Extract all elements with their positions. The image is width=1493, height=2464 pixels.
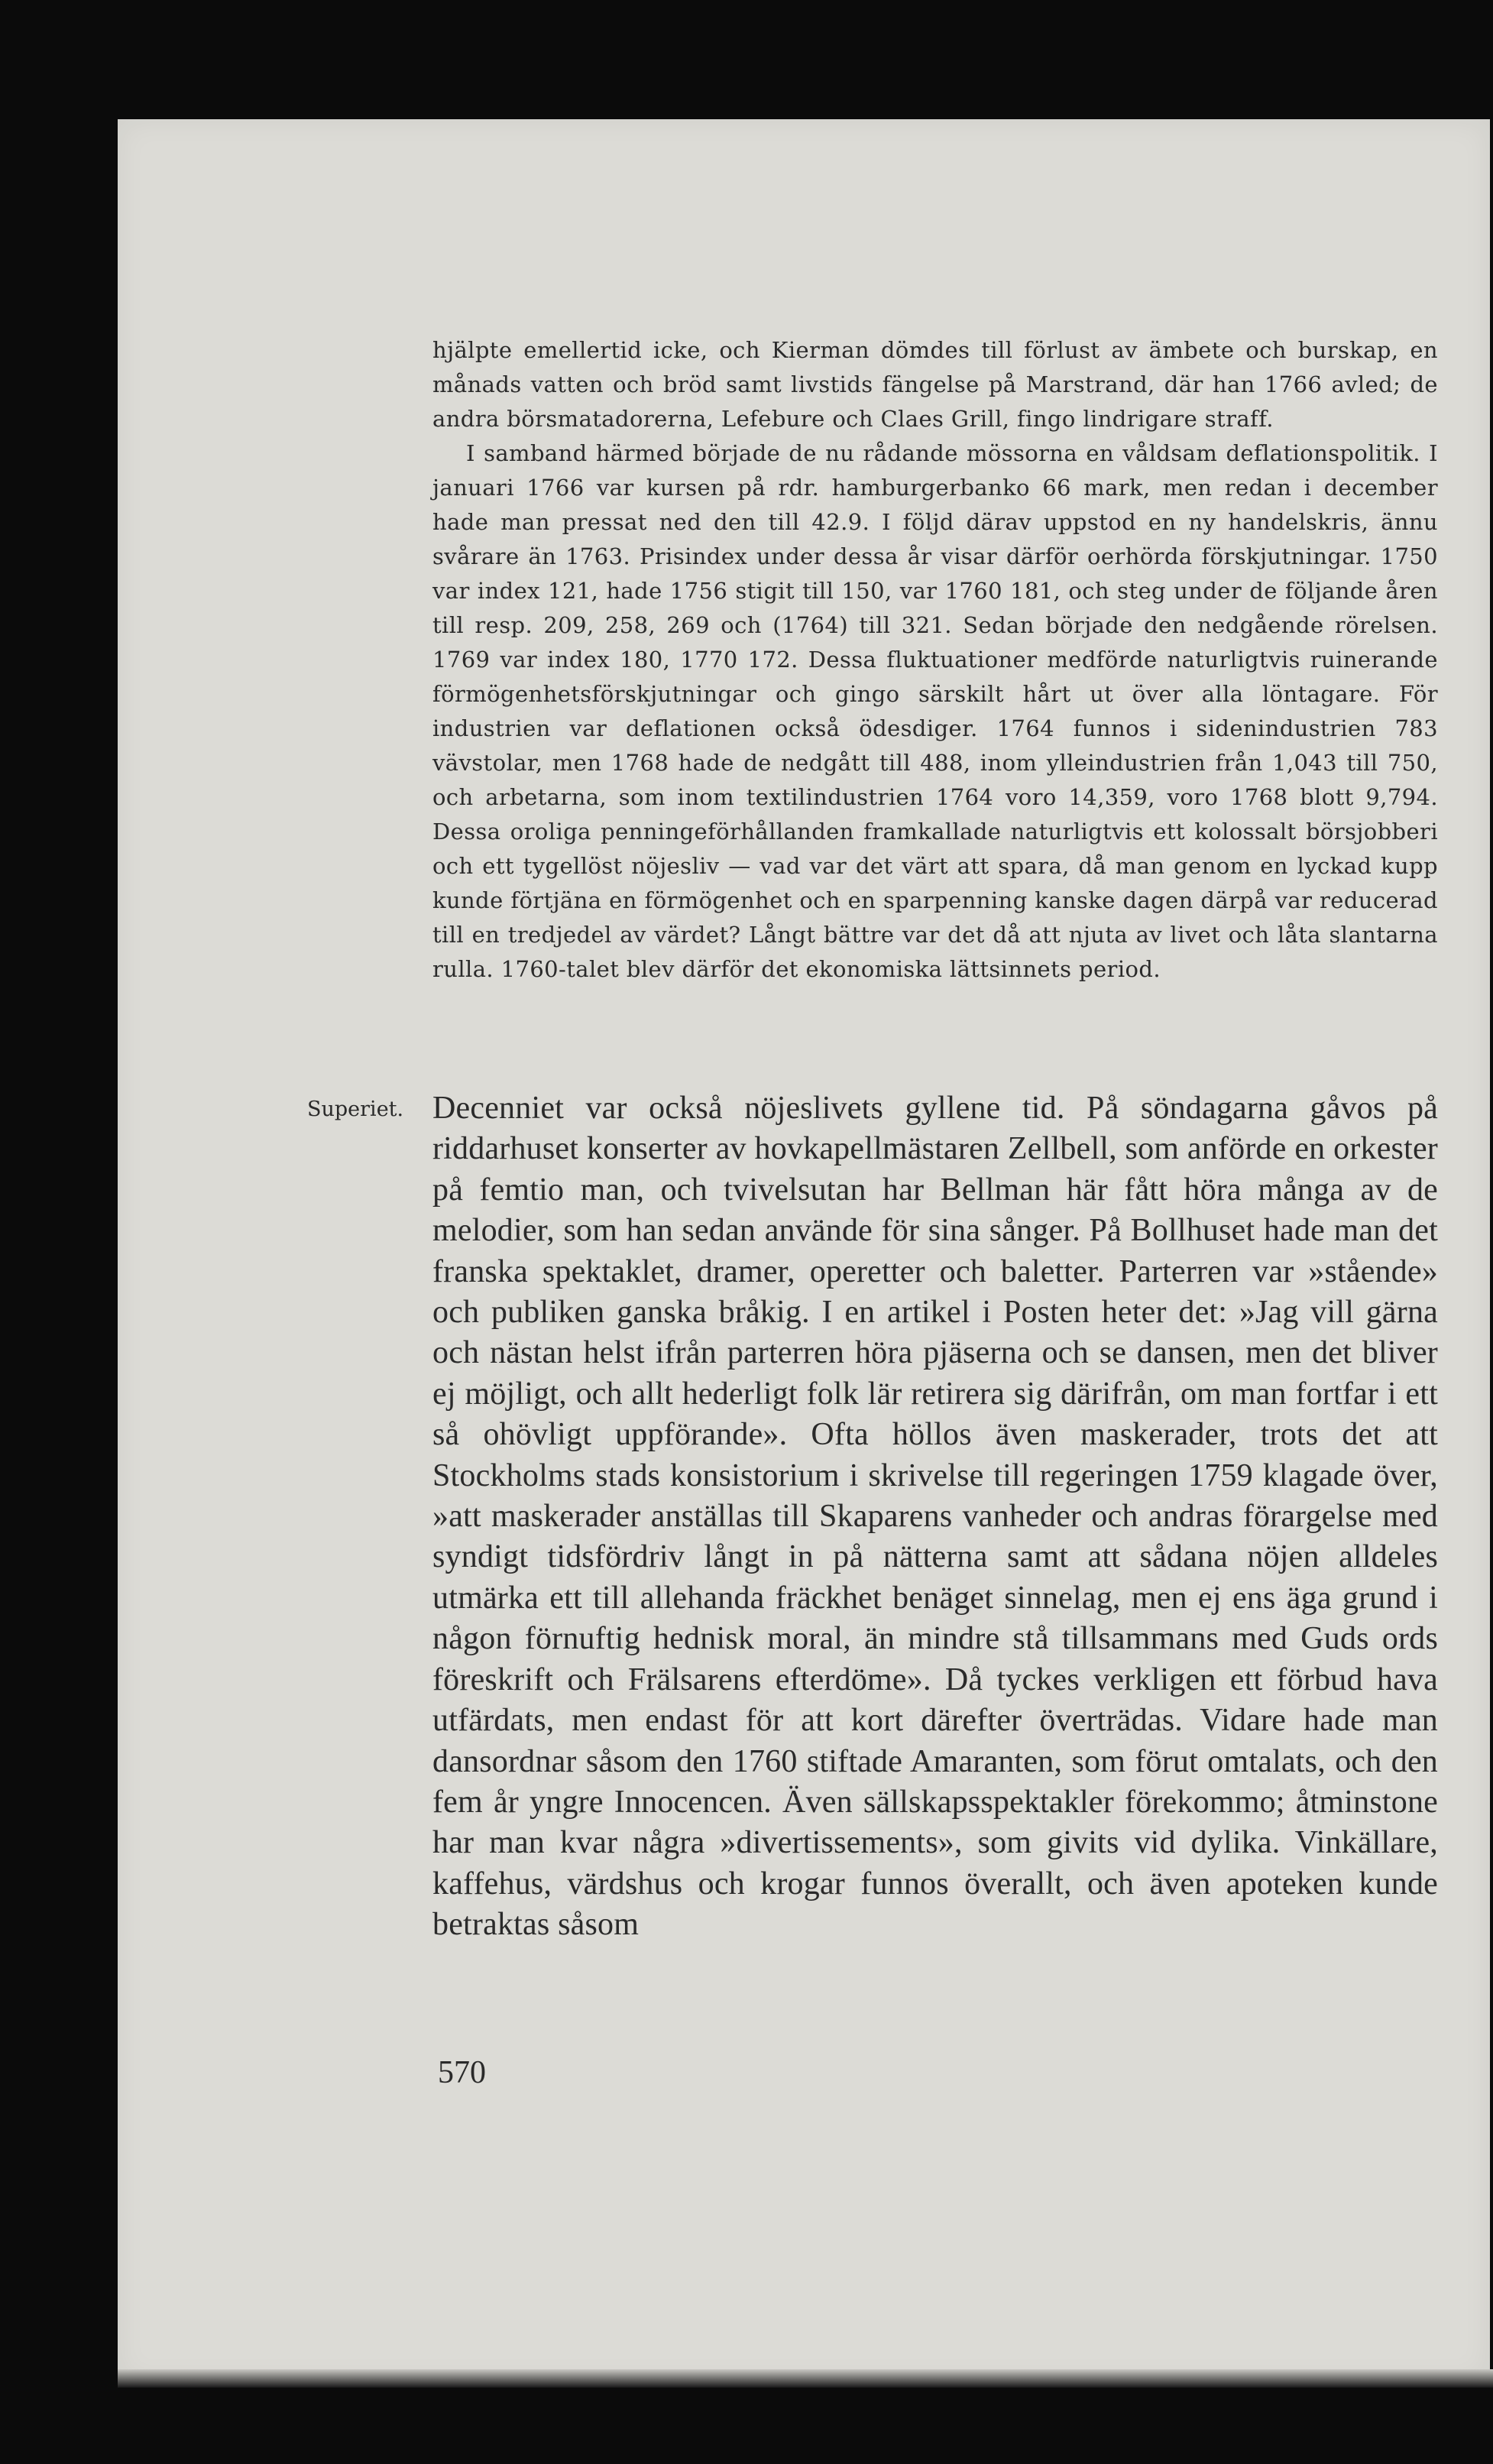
margin-note: Superiet. bbox=[307, 1097, 404, 1121]
main-text-section bbox=[432, 1088, 1438, 1946]
page-number: 570 bbox=[438, 2055, 486, 2090]
small-paragraph-2: I samband härmed började de nu rådande mössorna en våldsam deflationspolitik. I januari 1766 var kursen på rdr. hamburgerbanko 66 mark, men redan i december hade man pressat ned den till 42.9. I följd därav uppstod en ny handelskris, ännu svårare än 1763. Prisindex under dessa år visar därför oerhörda förskjutningar. 1750 var index 121, hade 1756 stigit till 150, var 1760 181, och steg under de följande åren till resp. 209, 258, 269 och (1764) till 321. Sedan började den nedgående rörelsen. 1769 var index 180, 1770 172. Dessa fluktuationer medförde naturligtvis ruinerande förmögenhetsförskjutningar och gingo särskilt hårt ut över alla löntagare. För industrien var deflationen också ödesdiger. 1764 funnos i sidenindustrien 783 vävstolar, men 1768 hade de nedgått till 488, inom ylleindustrien från 1,043 till 750, och arbetarna, som inom textilindustrien 1764 voro 14,359, voro 1768 blott 9,794. Dessa oroliga penningeförhållanden framkallade naturligtvis ett kolossalt börsjobberi och ett tygellöst nöjesliv — vad var det värt att spara, då man genom en lyckad kupp kunde förtjäna en förmögenhet och en sparpenning kanske dagen därpå var reducerad till en tredjedel av värdet? Långt bättre var det då att njuta av livet och låta slantarna rulla. 1760-talet blev därför det ekonomiska lättsinnets period. bbox=[432, 440, 1438, 982]
small-print-section bbox=[432, 333, 1438, 987]
large-paragraph: Decenniet var också nöjeslivets gyllene tid. På söndagarna gåvos på riddarhuset konserter av hovkapellmästaren Zellbell, som anförde en orkester på femtio man, och tvivelsutan har Bellman här fått höra många av de melodier, som han sedan använde för sina sånger. På Bollhuset hade man det franska spektaklet, dramer, operetter och baletter. Parterren var »stående» och publiken ganska bråkig. I en artikel i Posten heter det: »Jag vill gärna och nästan helst ifrån parterren höra pjäserna och se dansen, men det bliver ej möjligt, och allt hederligt folk lär retirera sig därifrån, om man fortfar i ett så ohövligt uppförande». Ofta höllos även maskerader, trots det att Stockholms stads konsistorium i skrivelse till regeringen 1759 klagade över, »att maskerader anställas till Skaparens vanheder och andras förargelse med syndigt tidsfördriv långt in på nätterna samt att sådana nöjen alldeles utmärka ett till allehanda fräckhet benäget sinnelag, men ej ens äga grund i någon förnuftig hednisk moral, än mindre stå tillsammans med Guds ords föreskrift och Frälsarens efterdöme». Då tyckes verkligen ett förbud hava utfärdats, men endast för att kort därefter överträdas. Vidare hade man dansordnar såsom den 1760 stiftade Amaranten, som förut omtalats, och den fem år yngre Innocencen. Även sällskapsspektakler förekommo; åtminstone har man kvar några »divertissements», som givits vid dylika. Vinkällare, kaffehus, värdshus och krogar funnos överallt, och även apoteken kunde betraktas såsom bbox=[432, 1091, 1438, 1943]
page-edge-shadow bbox=[118, 2369, 1493, 2388]
small-paragraph-1: hjälpte emellertid icke, och Kierman dömdes till förlust av ämbete och burskap, en månads vatten och bröd samt livstids fängelse på Marstrand, där han 1766 avled; de andra börsmatadorerna, Lefebure och Claes Grill, fingo lindrigare straff. bbox=[432, 337, 1438, 432]
